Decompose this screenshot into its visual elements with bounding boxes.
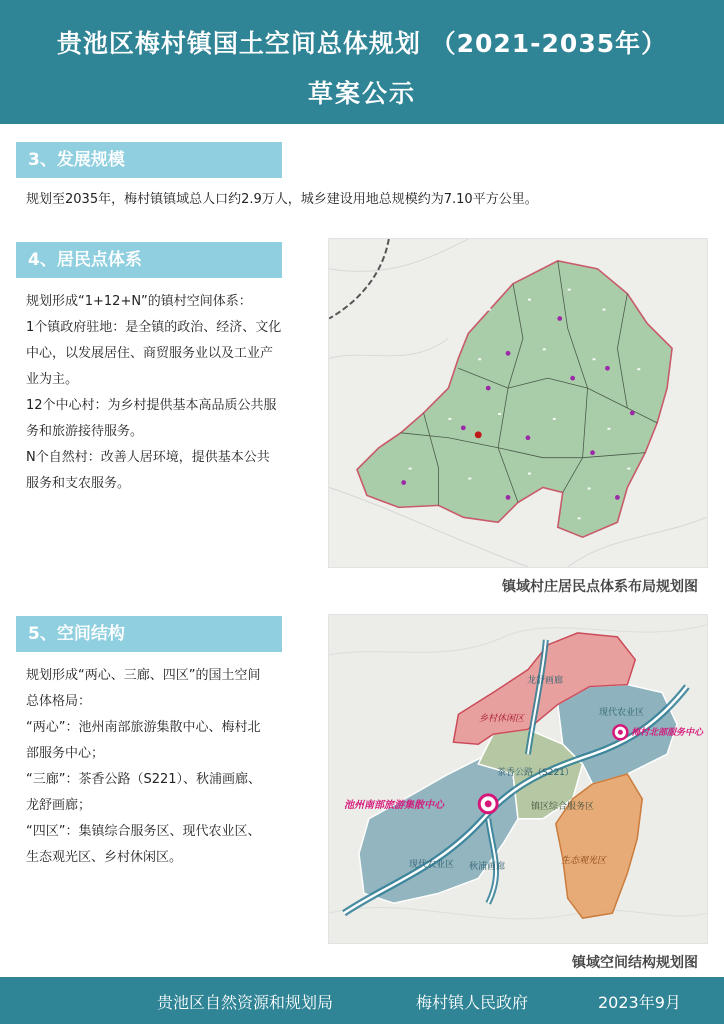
text-line: 中心，以发展居住、商贸服务业以及工业产 (26, 346, 274, 361)
text-line: 规划形成“两心、三廊、四区”的国土空间 (26, 668, 261, 683)
label-south-center: 池州南部旅游集散中心 (344, 800, 444, 811)
label-north-center: 梅村北部服务中心 (631, 728, 704, 738)
text-line: 1个镇政府驻地：是全镇的政治、经济、文化 (26, 320, 282, 335)
settlement-map (328, 238, 708, 568)
text-line: “四区”：集镇综合服务区、现代农业区、 (26, 824, 261, 839)
label-qiupu: 秋浦画廊 (469, 862, 506, 872)
section-heading-scale: 3、发展规模 (16, 142, 282, 178)
text-line: 规划形成“1+12+N”的镇村空间体系： (26, 294, 252, 309)
label-agri-north: 现代农业区 (599, 708, 645, 718)
text-line: 业为主。 (26, 372, 79, 387)
label-longshu: 龙舒画廊 (527, 676, 564, 686)
section-heading-settlement: 4、居民点体系 (16, 242, 282, 278)
footer-org-bureau: 贵池区自然资源和规划局 (157, 993, 334, 1012)
structure-map (328, 614, 708, 944)
settlement-text (26, 289, 321, 497)
text-line: 生态观光区、乡村休闲区。 (26, 850, 183, 865)
label-core-zone: 镇区综合服务区 (531, 802, 595, 812)
label-chaxiang-road: 茶香公路（S221） (497, 768, 574, 778)
label-agri-south: 现代农业区 (409, 860, 455, 870)
page-footer (0, 977, 724, 1024)
footer-org-government: 梅村镇人民政府 (416, 993, 529, 1012)
text-line: 龙舒画廊； (26, 798, 92, 813)
label-eco-zone: 生态观光区 (561, 856, 607, 866)
text-line: “两心”：池州南部旅游集散中心、梅村北 (26, 720, 261, 735)
text-line: 务和旅游接待服务。 (26, 424, 144, 439)
page-title: 贵池区梅村镇国土空间总体规划 （2021-2035年） (56, 29, 668, 58)
page-header (0, 0, 724, 124)
section-heading-structure: 5、空间结构 (16, 616, 282, 652)
structure-map-graphic (329, 615, 707, 943)
text-line: “三廊”：茶香公路（S221）、秋浦画廊、 (26, 772, 262, 787)
text-line: 服务和支农服务。 (26, 476, 131, 491)
settlement-map-graphic (329, 239, 707, 567)
text-line: 部服务中心； (26, 746, 105, 761)
structure-text (26, 663, 321, 871)
text-line: 12个中心村：为乡村提供基本高品质公共服 (26, 398, 277, 413)
text-line: N个自然村：改善人居环境，提供基本公共 (26, 450, 270, 465)
settlement-map-caption: 镇域村庄居民点体系布局规划图 (502, 579, 698, 595)
scale-text: 规划至2035年，梅村镇镇域总人口约2.9万人，城乡建设用地总规模约为7.10平方公里。 (26, 192, 538, 207)
footer-date: 2023年9月 (598, 993, 681, 1012)
page-subtitle: 草案公示 (307, 79, 416, 108)
structure-map-caption: 镇域空间结构规划图 (572, 955, 698, 971)
text-line: 总体格局： (26, 694, 92, 709)
label-leisure-zone: 乡村休闲区 (479, 714, 525, 724)
